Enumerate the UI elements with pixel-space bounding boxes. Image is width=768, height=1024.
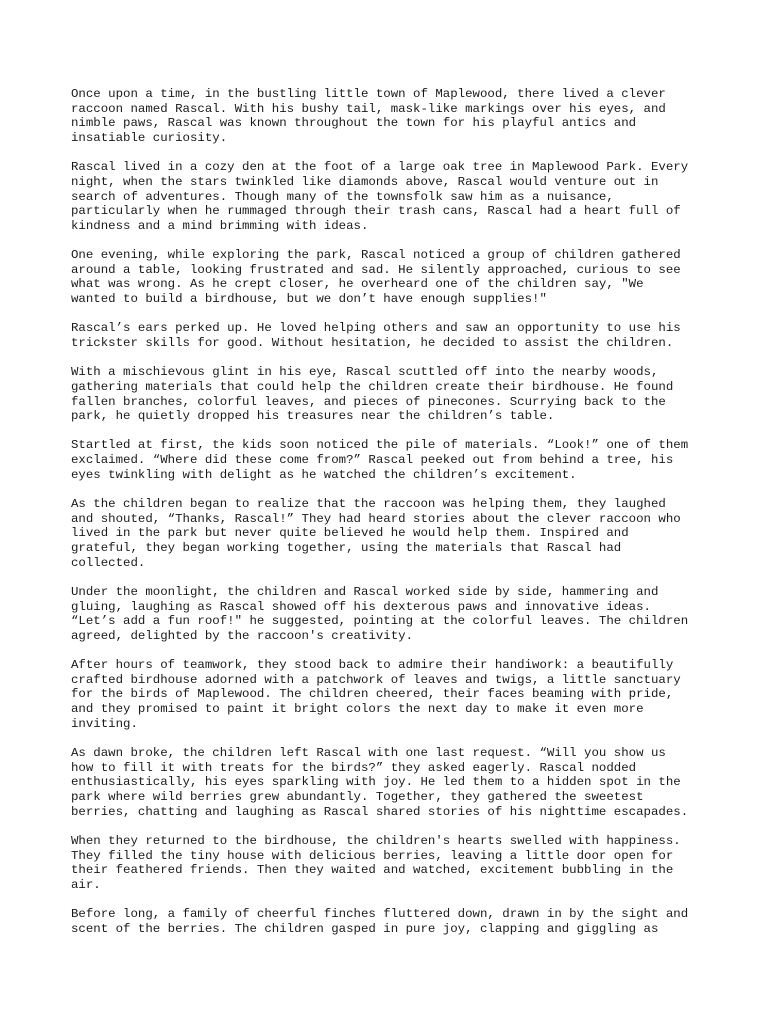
paragraph: When they returned to the birdhouse, the children's hearts swelled with happiness. They filled the tiny house with delicious berries, leaving a little door open for their feathered friends. Then they waited and watched, excitement bubbling in the air. <box>71 833 681 892</box>
paragraph: Under the moonlight, the children and Rascal worked side by side, hammering and gluing, laughing as Rascal showed off his dexterous paws and innovative ideas. “Let’s add a fun roof!" he suggested, pointing at the colorful leaves. The children agreed, delighted by the raccoon's creativity. <box>71 584 689 643</box>
paragraph: Startled at first, the kids soon noticed the pile of materials. “Look!” one of them exclaimed. “Where did these come from?” Rascal peeked out from behind a tree, his eyes twinkling with delight as he watched the children’s excitement. <box>71 438 689 482</box>
paragraph: Rascal’s ears perked up. He loved helping others and saw an opportunity to use his trickster skills for good. Without hesitation, he decided to assist the children. <box>71 321 681 350</box>
paragraph: As the children began to realize that the raccoon was helping them, they laughed and shouted, “Thanks, Rascal!” They had heard stories about the clever raccoon who lived in the park but never quite believed he would help them. Inspired and grateful, they began working together, using the materials that Rascal had collected. <box>71 497 681 570</box>
paragraph: Rascal lived in a cozy den at the foot of a large oak tree in Maplewood Park. Every night, when the stars twinkled like diamonds above, Rascal would venture out in search of adventures. Though many of the townsfolk saw him as a nuisance, particularly when he rummaged through their trash cans, Rascal had a heart full of kindness and a mind brimming with ideas. <box>71 160 689 233</box>
paragraph: Once upon a time, in the bustling little town of Maplewood, there lived a clever raccoon named Rascal. With his bushy tail, mask-like markings over his eyes, and nimble paws, Rascal was known throughout the town for his playful antics and insatiable curiosity. <box>71 87 666 145</box>
paragraph: After hours of teamwork, they stood back to admire their handiwork: a beautifully crafted birdhouse adorned with a patchwork of leaves and twigs, a little sanctuary for the birds of Maplewood. The children cheered, their faces beaming with pride, and they promised to paint it bright colors the next day to make it even more inviting. <box>71 658 681 731</box>
paragraph: With a mischievous glint in his eye, Rascal scuttled off into the nearby woods, gathering materials that could help the children create their birdhouse. He found fallen branches, colorful leaves, and pieces of pinecones. Scurrying back to the park, he quietly dropped his treasures near the children’s table. <box>71 365 674 424</box>
paragraph: As dawn broke, the children left Rascal with one last request. “Will you show us how to fill it with treats for the birds?” they asked eagerly. Rascal nodded enthusiastically, his eyes sparkling with joy. He led them to a hidden spot in the park where wild berries grew abundantly. Together, they gathered the sweetest berries, chatting and laughing as Rascal shared stories of his nighttime escapades. <box>71 745 689 819</box>
paragraph: One evening, while exploring the park, Rascal noticed a group of children gathered around a table, looking frustrated and sad. He silently approached, curious to see what was wrong. As he crept closer, he overheard one of the children say, "We wanted to build a birdhouse, but we don’t have enough supplies!" <box>71 248 681 307</box>
document-page <box>71 87 711 951</box>
paragraph: Before long, a family of cheerful finches fluttered down, drawn in by the sight and scent of the berries. The children gasped in pure joy, clapping and giggling as <box>71 907 689 936</box>
